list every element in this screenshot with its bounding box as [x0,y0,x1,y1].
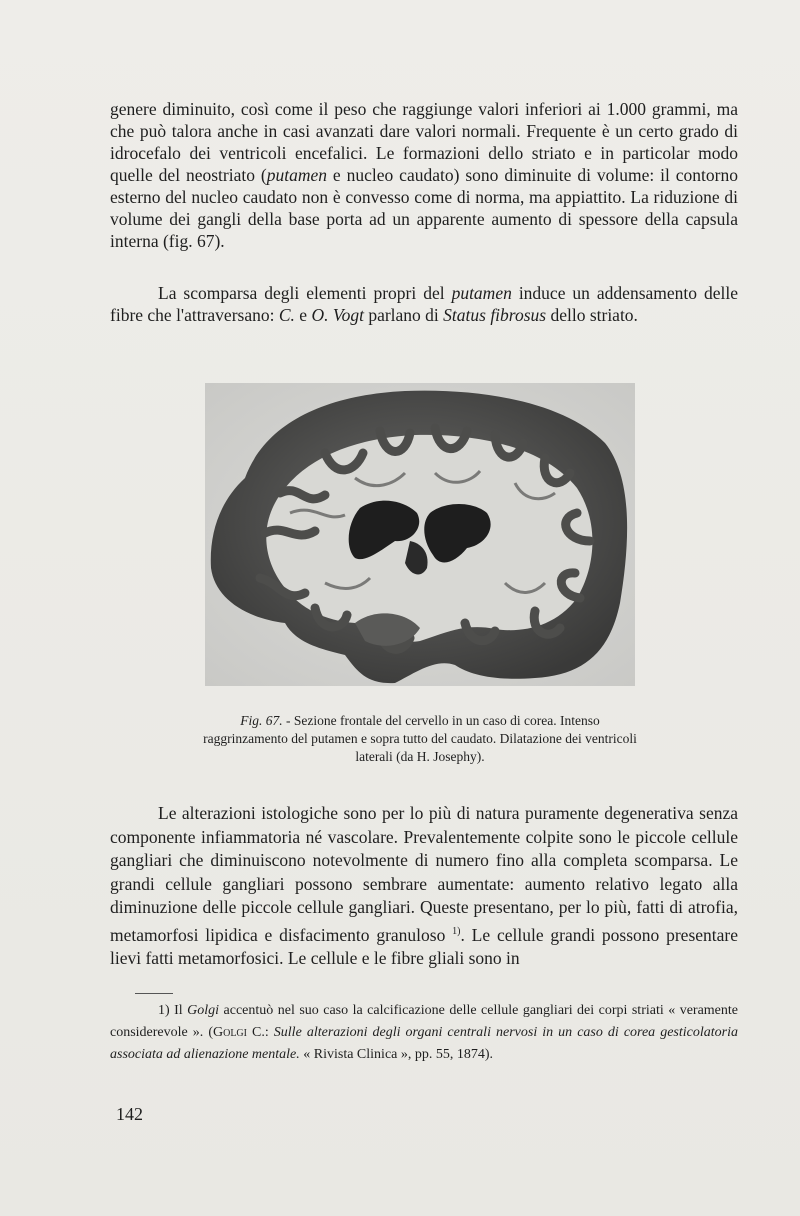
brain-section-photo [205,383,635,686]
p3-text-a: Le alterazioni istologiche sono per lo più di natura puramente degenerativa senza componente infiammatoria né vascolare. Prevalentemente colpite sono le piccole cellule gangliari che diminuiscono notevolmente di numero fino alla completa scomparsa. Le grandi cellule gangliari possono sembrare aumentate: aumento relativo legato alla diminuzione delle piccole cellule gangliari. Queste presentano, per lo più, fatti di atrofia, metamorfosi lipidica e disfacimento granuloso [110,803,738,945]
p2-text-e: e [294,305,312,325]
brain-section-image [205,383,635,686]
paragraph-3 [110,802,738,970]
caption-label: Fig. 67. [240,713,283,728]
p2-text-c: induce un addensamento delle fibre che l'attraversano: [110,283,738,325]
fn-text-g: « Rivista Clinica », pp. 55, 1874). [299,1047,494,1062]
footnote-marker: 1) [158,1003,170,1018]
p2-text-a: La scomparsa degli elementi propri del [158,283,452,303]
figure-caption [200,712,640,766]
p2-putamen: putamen [451,283,512,303]
footnote [110,1000,738,1066]
p1-text-c: e nucleo caudato) sono diminuite di volume: il contorno esterno del nucleo caudato non è convesso come di norma, ma appiattito. La riduzione di volume dei gangli della base porta ad un apparente aumento di spessore della capsula interna (fig. 67). [110,165,738,251]
p1-text-a: genere diminuito, così come il peso che raggiunge valori inferiori ai 1.000 grammi, ma che può talora anche in casi avanzati dare valori normali. Frequente è un certo grado di idrocefalo dei ventricoli encefalici. Le formazioni dello striato e in particolar modo quelle del neostriato ( [110,99,738,185]
p2-author-c: C. [278,305,295,325]
fn-text-e: C.: [246,1025,274,1040]
p3-text-b: . Le cellule grandi possono presentare lievi fatti metamorfosici. Le cellule e le fibre gliali sono in [110,924,738,968]
p2-text-g: parlano di [363,305,444,325]
p2-author-vogt: O. Vogt [311,305,364,325]
p2-text-i: dello striato. [546,305,638,325]
fn-title: Sulle alterazioni degli organi centrali nervosi in un caso di corea gesticolatoria associata ad alienazione mentale. [110,1025,738,1062]
p1-putamen: putamen [266,165,328,185]
footnote-ref: 1) [452,925,461,937]
caption-text: - Sezione frontale del cervello in un caso di corea. Intenso raggrinzamento del putamen e sopra tutto del caudato. Dilatazione dei ventricoli laterali (da H. Josephy). [203,713,637,764]
fn-text-c: accentuò nel suo caso la calcificazione delle cellule gangliari dei corpi striati « veramente considerevole ». ( [110,1003,738,1040]
fn-text-a: Il [169,1003,188,1018]
fn-golgi: Golgi [187,1003,220,1018]
page-number: 142 [116,1104,143,1124]
paragraph-2 [110,282,738,326]
paragraph-1 [110,98,738,252]
footnote-divider [135,993,173,994]
fn-author: Golgi [212,1025,247,1040]
p2-status-fibrosus: Status fibrosus [443,305,547,325]
